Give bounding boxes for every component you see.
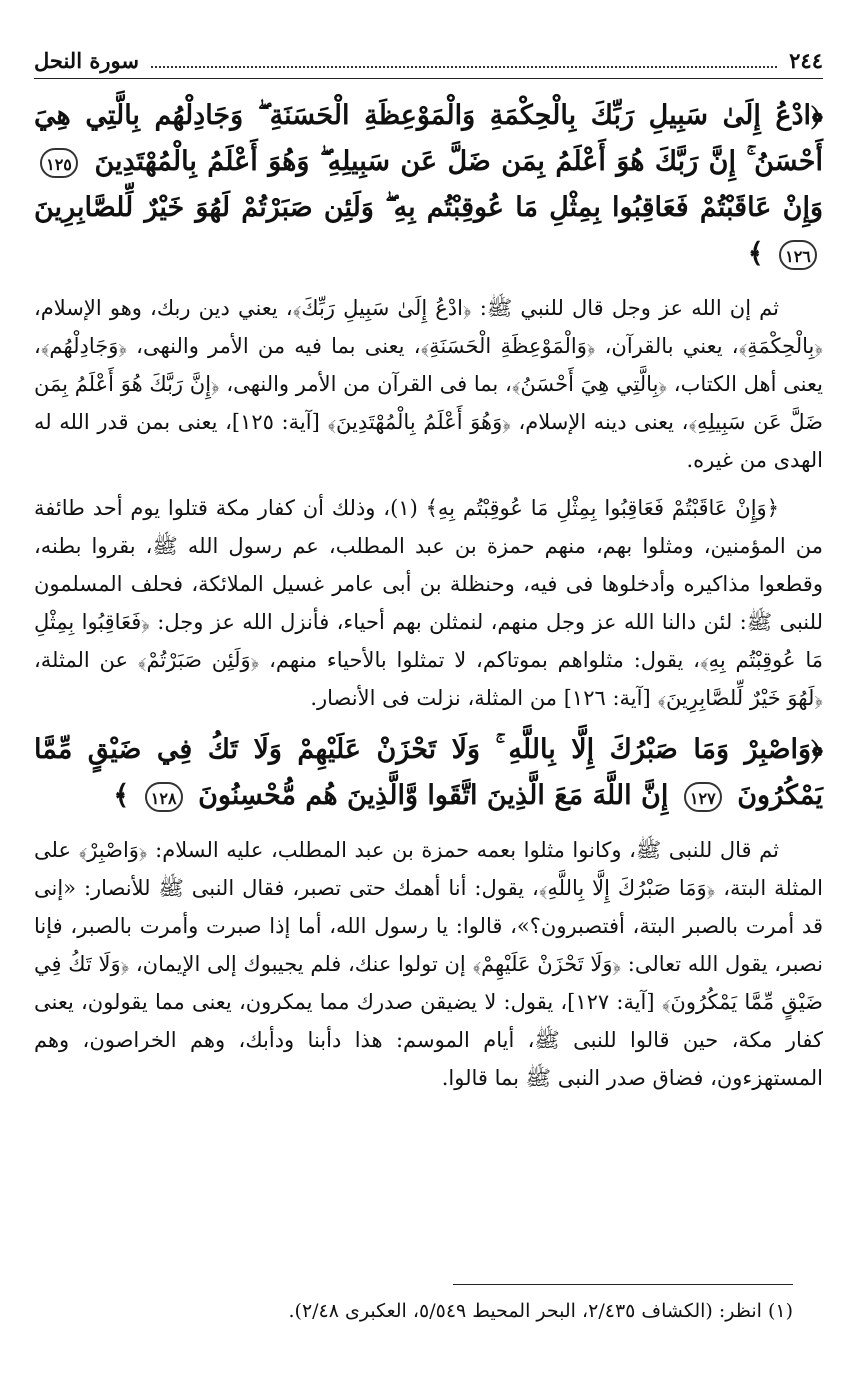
verse-126-text: وَإِنْ عَاقَبْتُمْ فَعَاقِبُوا بِمِثْلِ مَا عُوقِبْتُم بِهِ ۖ وَلَئِن صَبَرْتُمْ لَهُوَ خَيْرٌ لِّلصَّابِرِينَ bbox=[34, 192, 823, 223]
quran-verses-127-128 bbox=[34, 727, 823, 819]
verse-close-bracket-2: ﴾ bbox=[113, 780, 130, 811]
verse-close-bracket: ﴾ bbox=[747, 238, 764, 269]
commentary-paragraph-1: ثم إن الله عز وجل قال للنبي ﷺ: ﴿ادْعُ إِلَىٰ سَبِيلِ رَبِّكَ﴾، يعني دين ربك، وهو الإسلام، ﴿بِالْحِكْمَةِ﴾، يعني بالقرآن، ﴿وَالْمَوْعِظَةِ الْحَسَنَةِ﴾، يعنى بما فيه من الأمر والنهى، ﴿وَجَادِلْهُم﴾، يعنى أهل الكتاب، ﴿بِالَّتِي هِيَ أَحْسَنُ﴾، بما فى القرآن من الأمر والنهى، ﴿إِنَّ رَبَّكَ هُوَ أَعْلَمُ بِمَن ضَلَّ عَن سَبِيلِهِ﴾، يعنى دينه الإسلام، ﴿وَهُوَ أَعْلَمُ بِالْمُهْتَدِينَ﴾ [آية: ١٢٥]، يعنى بمن قدر الله له الهدى من غيره. bbox=[34, 296, 823, 472]
commentary-paragraph-3: ثم قال للنبى ﷺ، وكانوا مثلوا بعمه حمزة بن عبد المطلب، عليه السلام: ﴿وَاصْبِرْ﴾ على المثلة البتة، ﴿وَمَا صَبْرُكَ إِلَّا بِاللَّهِ﴾، يقول: أنا أهمك حتى تصبر، فقال النبى ﷺ للأنصار: «إنى قد أمرت بالصبر البتة، أفتصبرون؟»، قالوا: يا رسول الله، أما إذا صبرت وأمرت بالصبر، فإنا نصبر، يقول الله تعالى: ﴿وَلَا تَحْزَنْ عَلَيْهِمْ﴾ إن تولوا عنك، فلم يجيبوك إلى الإيمان، ﴿وَلَا تَكُ فِي ضَيْقٍ مِّمَّا يَمْكُرُونَ﴾ [آية: ١٢٧]، يقول: لا يضيقن صدرك مما يمكرون، يعنى مما يقولون، يعنى كفار مكة، حين قالوا للنبى ﷺ، أيام الموسم: هذا دأبنا ودأبك، وهم الخراصون، وهم المستهزءون، فضاق صدر النبى ﷺ بما قالوا. bbox=[34, 838, 823, 1090]
verse-127-text: ﴿وَاصْبِرْ وَمَا صَبْرُكَ إِلَّا بِاللَّهِ ۚ وَلَا تَحْزَنْ عَلَيْهِمْ وَلَا تَكُ فِي ضَيْقٍ مِّمَّا يَمْكُرُونَ bbox=[34, 734, 823, 811]
page-header bbox=[34, 48, 823, 79]
verse-125-text: ﴿ادْعُ إِلَىٰ سَبِيلِ رَبِّكَ بِالْحِكْمَةِ وَالْمَوْعِظَةِ الْحَسَنَةِ ۖ وَجَادِلْهُم بِالَّتِي هِيَ أَحْسَنُ ۚ إِنَّ رَبَّكَ هُوَ أَعْلَمُ بِمَن ضَلَّ عَن سَبِيلِهِ ۖ وَهُوَ أَعْلَمُ بِالْمُهْتَدِينَ bbox=[34, 100, 824, 177]
page-number: ٢٤٤ bbox=[789, 48, 823, 73]
ayah-number-128: ١٢٨ bbox=[145, 782, 183, 812]
ayah-number-127: ١٢٧ bbox=[684, 782, 722, 812]
header-dots bbox=[151, 66, 777, 68]
ayah-number-126: ١٢٦ bbox=[779, 240, 817, 270]
verse-block-1 bbox=[34, 93, 823, 277]
surah-title: سورة النحل bbox=[34, 48, 139, 73]
footnote: (١) انظر: (الكشاف ٢/٤٣٥، البحر المحيط ٥/٥٤٩، العكبرى ٢/٤٨). bbox=[288, 1300, 793, 1322]
commentary-paragraph-2: ﴿وَإِنْ عَاقَبْتُمْ فَعَاقِبُوا بِمِثْلِ مَا عُوقِبْتُم بِهِ﴾ (١)، وذلك أن كفار مكة قتلوا يوم أحد طائفة من المؤمنين، ومثلوا بهم، منهم حمزة بن عبد المطلب، عم رسول الله ﷺ، بقروا بطنه، وقطعوا مذاكيره وأدخلوها فى فيه، وحنظلة بن أبى عامر غسيل الملائكة، فحلف المسلمون للنبى ﷺ: لئن دالنا الله عز وجل منهم، لنمثلن بهم أحياء، فأنزل الله عز وجل: ﴿فَعَاقِبُوا بِمِثْلِ مَا عُوقِبْتُم بِهِ﴾، يقول: مثلواهم بموتاكم، لا تمثلوا بالأحياء منهم، ﴿وَلَئِن صَبَرْتُمْ﴾ عن المثلة، ﴿لَهُوَ خَيْرٌ لِّلصَّابِرِينَ﴾ [آية: ١٢٦] من المثلة، نزلت فى الأنصار. bbox=[34, 496, 823, 710]
ayah-number-125: ١٢٥ bbox=[40, 148, 78, 178]
quran-verses-125-126 bbox=[34, 93, 823, 277]
footnote-divider bbox=[453, 1284, 793, 1285]
verse-128-text: إِنَّ اللَّهَ مَعَ الَّذِينَ اتَّقَوا وَّالَّذِينَ هُم مُّحْسِنُونَ bbox=[198, 780, 669, 811]
verse-block-2 bbox=[34, 727, 823, 819]
